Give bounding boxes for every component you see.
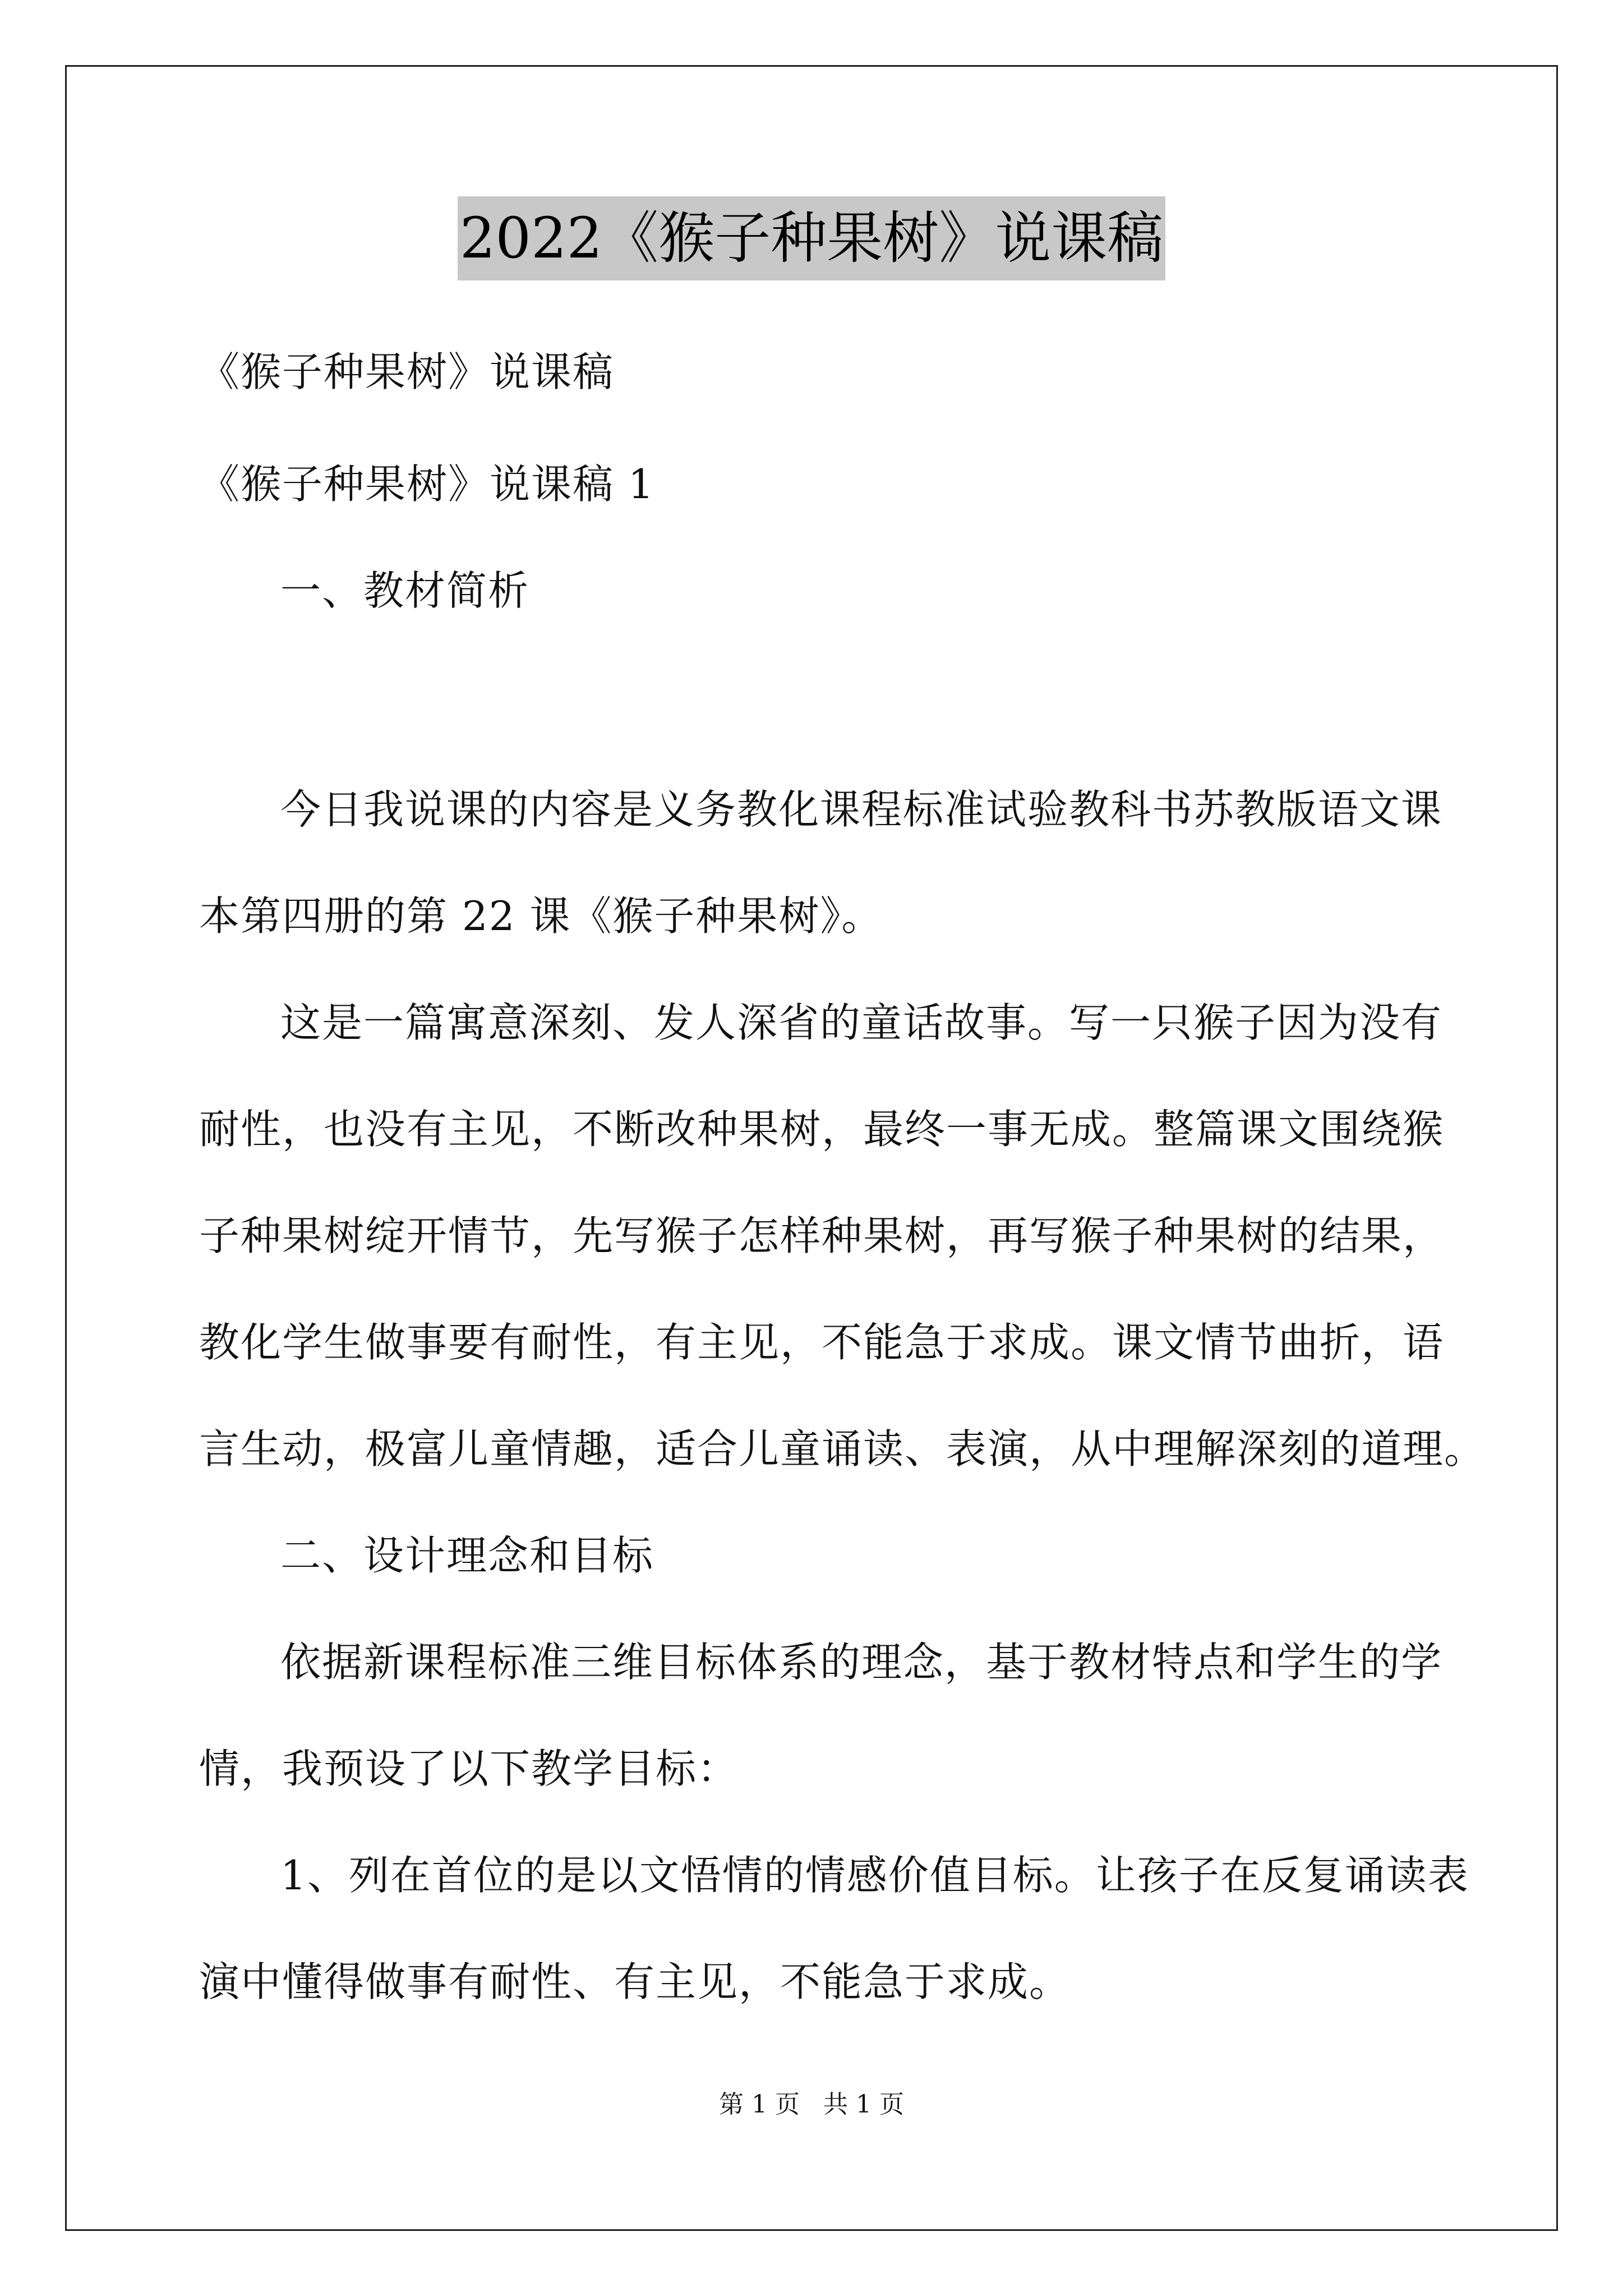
subtitle-line: 《猴子种果树》说课稿 [199, 348, 615, 395]
section-heading-line: 《猴子种果树》说课稿 1 [199, 461, 655, 508]
paragraph-line: 教化学生做事要有耐性，有主见，不能急于求成。课文情节曲折，语 [199, 1319, 1445, 1366]
paragraph-line: 子种果树绽开情节，先写猴子怎样种果树，再写猴子种果树的结果， [199, 1212, 1445, 1259]
document-title: 2022《猴子种果树》说课稿 [458, 196, 1166, 280]
paragraph-line: 耐性，也没有主见，不断改种果树，最终一事无成。整篇课文围绕猴 [199, 1106, 1445, 1153]
paragraph-line: 这是一篇寓意深刻、发人深省的童话故事。写一只猴子因为没有 [280, 999, 1443, 1046]
heading-design-goals: 二、设计理念和目标 [280, 1532, 654, 1579]
paragraph-line: 情，我预设了以下教学目标： [199, 1745, 739, 1792]
title-wrap [0, 196, 1623, 280]
paragraph-line: 本第四册的第 22 课《猴子种果树》。 [199, 892, 883, 940]
heading-textbook-analysis: 一、教材简析 [280, 567, 530, 614]
paragraph-line: 1、列在首位的是以文悟情的情感价值目标。让孩子在反复诵读表 [280, 1852, 1469, 1899]
paragraph-line: 言生动，极富儿童情趣，适合儿童诵读、表演，从中理解深刻的道理。 [199, 1425, 1486, 1473]
paragraph-line: 今日我说课的内容是义务教化课程标准试验教科书苏教版语文课 [280, 786, 1443, 833]
page-footer: 第 1 页 共 1 页 [719, 2090, 904, 2119]
paragraph-line: 依据新课程标准三维目标体系的理念，基于教材特点和学生的学 [280, 1639, 1443, 1686]
paragraph-line: 演中懂得做事有耐性、有主见，不能急于求成。 [199, 1958, 1071, 2005]
